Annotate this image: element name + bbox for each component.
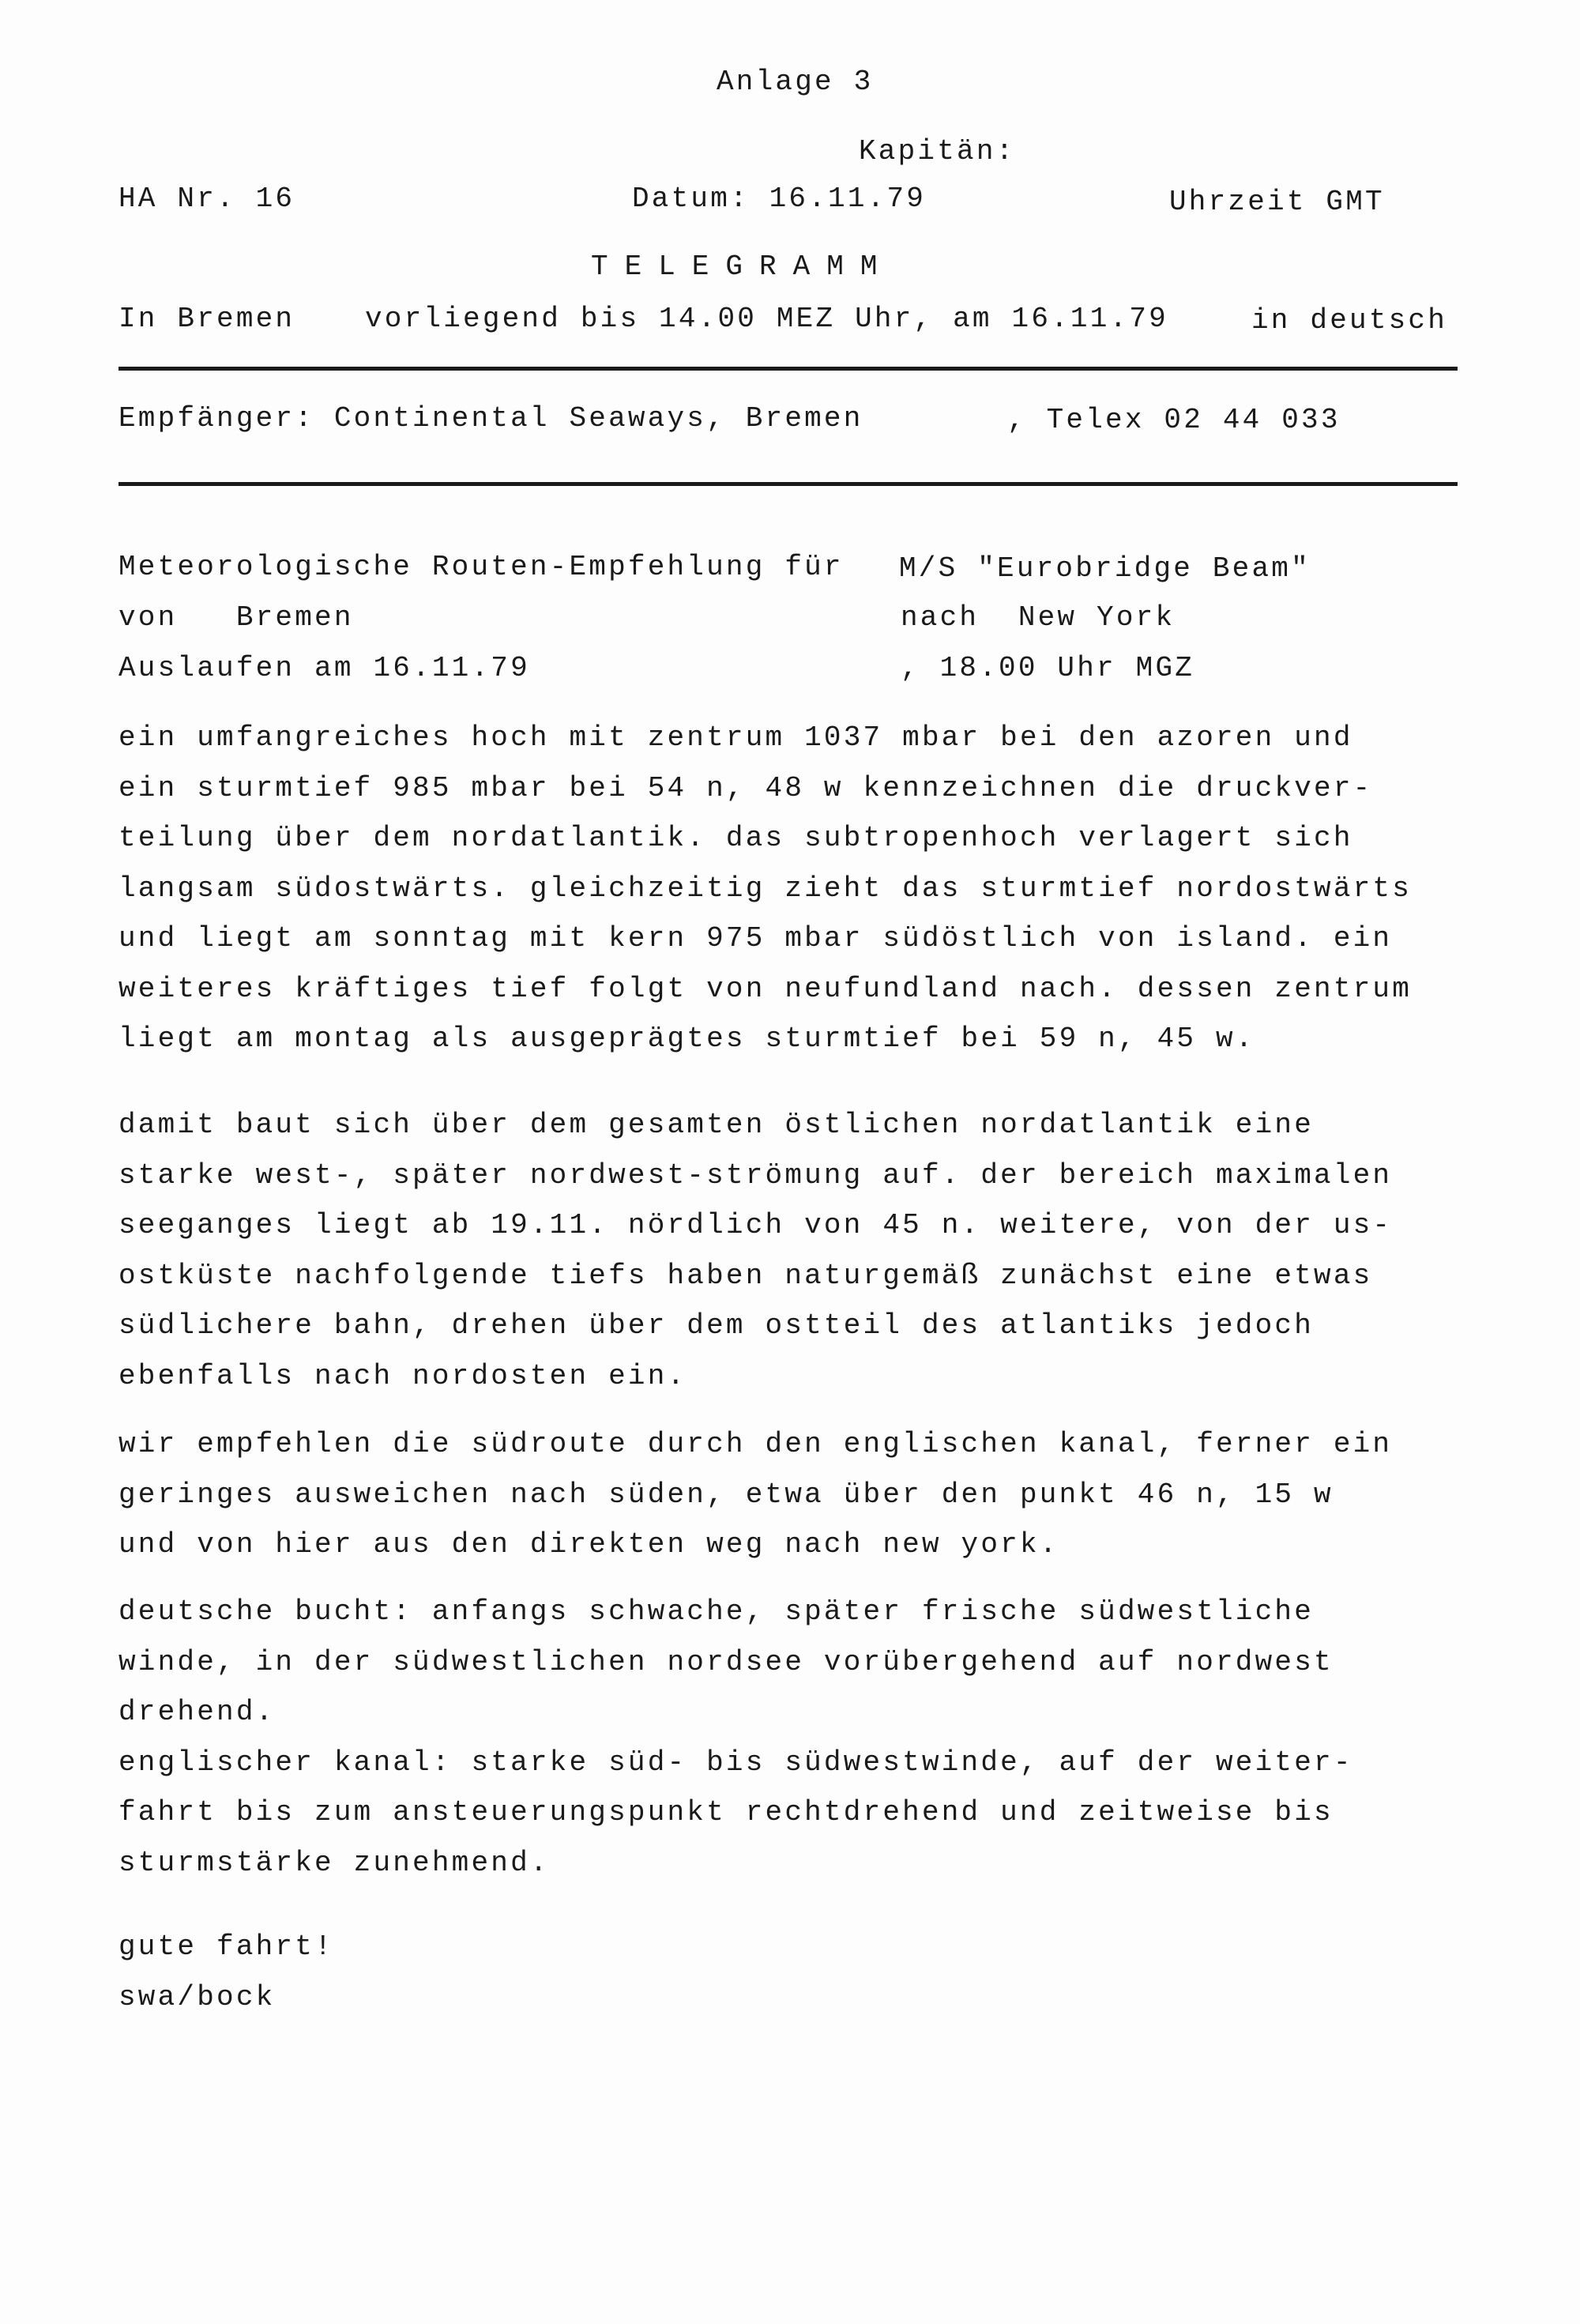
vessel-name: M/S "Eurobridge Beam"	[899, 552, 1311, 585]
date-field: Datum: 16.11.79	[632, 183, 927, 215]
paragraph-flow	[118, 1100, 1392, 1401]
text-line: deutsche bucht: anfangs schwache, später frische südwestliche	[118, 1595, 1315, 1628]
paragraph-weather-situation	[118, 713, 1412, 1064]
text-line: teilung über dem nordatlantik. das subtropenhoch verlagert sich	[118, 822, 1353, 854]
text-line: ostküste nachfolgende tiefs haben naturgemäß zunächst eine etwas	[118, 1259, 1373, 1292]
text-line: gute fahrt!	[118, 1930, 334, 1963]
text-line: ein sturmtief 985 mbar bei 54 n, 48 w kennzeichnen die druckver-	[118, 771, 1373, 804]
text-line: drehend.	[118, 1696, 276, 1728]
departure-time: , 18.00 Uhr MGZ	[901, 652, 1195, 684]
route-title: Meteorologische Routen-Empfehlung für	[118, 551, 844, 583]
text-line: wir empfehlen die südroute durch den englischen kanal, ferner ein	[118, 1428, 1393, 1460]
paragraph-recommendation	[118, 1419, 1392, 1570]
text-line: damit baut sich über dem gesamten östlichen nordatlantik eine	[118, 1109, 1315, 1141]
time-label: Uhrzeit GMT	[1169, 186, 1385, 218]
divider-top	[118, 367, 1458, 371]
text-line: und von hier aus den direkten weg nach new york.	[118, 1528, 1059, 1561]
available-field: vorliegend bis 14.00 MEZ Uhr, am 16.11.79	[365, 303, 1168, 335]
departure-date: Auslaufen am 16.11.79	[118, 652, 530, 684]
telex-field: , Telex 02 44 033	[1007, 404, 1341, 436]
telegram-heading: TELEGRAMM	[591, 250, 894, 283]
ha-number: HA Nr. 16	[118, 183, 295, 215]
text-line: und liegt am sonntag mit kern 975 mbar südöstlich von island. ein	[118, 922, 1393, 955]
captain-label: Kapitän:	[859, 135, 1016, 168]
language-field: in deutsch	[1251, 304, 1448, 337]
route-from: von Bremen	[118, 601, 354, 634]
text-line: swa/bock	[118, 1980, 276, 2013]
text-line: südlichere bahn, drehen über dem ostteil des atlantiks jedoch	[118, 1309, 1315, 1342]
text-line: fahrt bis zum ansteuerungspunkt rechtdrehend und zeitweise bis	[118, 1796, 1334, 1829]
recipient-field: Empfänger: Continental Seaways, Bremen	[118, 402, 863, 435]
place-field: In Bremen	[118, 303, 295, 335]
text-line: englischer kanal: starke süd- bis südwestwinde, auf der weiter-	[118, 1746, 1353, 1779]
text-line: ebenfalls nach nordosten ein.	[118, 1359, 687, 1392]
text-line: weiteres kräftiges tief folgt von neufundland nach. dessen zentrum	[118, 972, 1413, 1005]
text-line: ein umfangreiches hoch mit zentrum 1037 mbar bei den azoren und	[118, 721, 1353, 754]
text-line: geringes ausweichen nach süden, etwa über den punkt 46 n, 15 w	[118, 1478, 1334, 1511]
text-line: liegt am montag als ausgeprägtes sturmtief bei 59 n, 45 w.	[118, 1023, 1255, 1055]
text-line: starke west-, später nordwest-strömung auf. der bereich maximalen	[118, 1158, 1393, 1192]
text-line: sturmstärke zunehmend.	[118, 1846, 550, 1879]
annex-label: Anlage 3	[717, 66, 874, 98]
closing-signature	[118, 1922, 334, 2022]
text-line: seeganges liegt ab 19.11. nördlich von 45 n. weitere, von der us-	[118, 1209, 1393, 1241]
divider-bottom	[118, 482, 1458, 486]
route-to: nach New York	[901, 601, 1176, 634]
text-line: langsam südostwärts. gleichzeitig zieht das sturmtief nordostwärts	[118, 872, 1413, 905]
text-line: winde, in der südwestlichen nordsee vorübergehend auf nordwest	[118, 1645, 1334, 1678]
paragraph-regional-winds	[118, 1587, 1353, 1888]
